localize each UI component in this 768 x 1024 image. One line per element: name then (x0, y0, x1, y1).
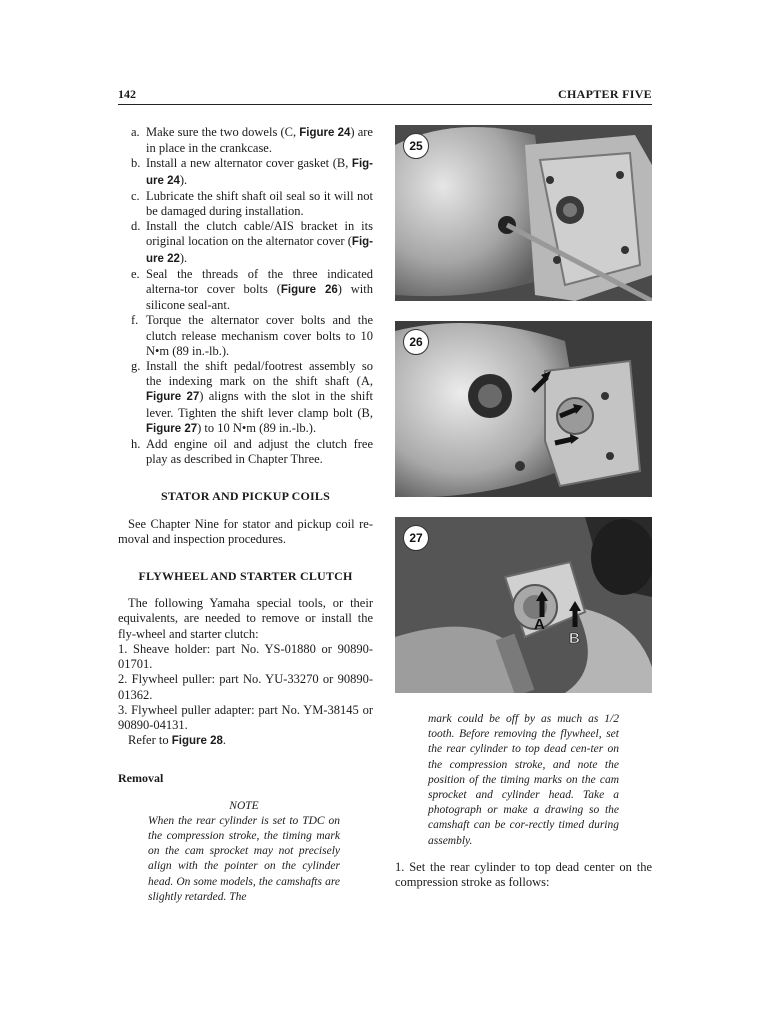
figure-reference: Figure 27 (146, 391, 200, 404)
step-letter: h. (131, 437, 141, 452)
removal-step-1: 1. Set the rear cylinder to top dead center on the compression stroke as follows: (395, 860, 652, 890)
callout-b: B (569, 630, 580, 647)
note-title: NOTE (229, 799, 259, 812)
step-letter: b. (131, 156, 141, 171)
step-text: Add engine oil and adjust the clutch free play as described in Chapter Three. (146, 437, 373, 467)
step-text: ) with silicone seal-ant. (146, 282, 373, 313)
left-column (118, 125, 373, 905)
section-heading-flywheel: FLYWHEEL AND STARTER CLUTCH (138, 569, 353, 584)
chapter-title: CHAPTER FIVE (558, 87, 652, 101)
step-text: Seal the threads of the three indicated alterna-tor cover bolts ( (146, 266, 373, 297)
figure-number-badge: 25 (403, 133, 429, 159)
step-text: Torque the alternator cover bolts and the clutch release mechanism cover bolts to 10 N•m (89 in.-lb.). (146, 313, 373, 358)
installation-step (118, 156, 373, 188)
step-text: Install the clutch cable/AIS bracket in its original location on the alternator cover ( (146, 219, 373, 249)
step-text: Install a new alternator cover gasket (B, (146, 156, 352, 171)
step-letter: a. (131, 125, 140, 139)
installation-step (118, 313, 373, 359)
header-rule (118, 104, 652, 105)
figure-reference: Figure 27 (146, 422, 198, 435)
installation-step (118, 219, 373, 267)
figure-number-badge: 27 (403, 525, 429, 551)
running-header (118, 87, 652, 103)
figure-number-badge: 26 (403, 329, 429, 355)
figure-26-photo (395, 321, 652, 497)
page-number: 142 (118, 87, 136, 101)
refer-line: Refer to Figure 28. (128, 733, 226, 748)
tool-item: 1. Sheave holder: part No. YS-01880 or 90890-01701. (118, 641, 373, 672)
installation-step (118, 359, 373, 437)
step-text: ) are in place in the crankcase. (146, 125, 373, 156)
callout-a: A (534, 616, 545, 633)
step-letter: c. (131, 188, 140, 203)
figure-reference: Fig-ure 22 (146, 236, 373, 265)
tool-item: 2. Flywheel puller: part No. YU-33270 or 90890-01362. (118, 672, 373, 702)
figure-27-photo (395, 517, 652, 693)
step-letter: g. (131, 359, 141, 374)
step-text: Lubricate the shift shaft oil seal so it will not be damaged during installation. (146, 188, 373, 219)
step-text: ). (179, 172, 188, 187)
note-continuation: mark could be off by as much as 1/2 tooth. Before removing the flywheel, set the rear cylinder to top dead cen-ter on the compression stroke, and note the position of the timing marks on the cam sprocket and cylinder head. Take a photograph or make a drawing so the camshaft can be cor-rectly timed during assembly. (428, 713, 619, 847)
flywheel-intro: The following Yamaha special tools, or their equivalents, are needed to remove or install the fly-wheel and starter clutch: (118, 596, 373, 641)
step-text: Install the shift pedal/footrest assembly so the indexing mark on the shift shaft (A, (146, 359, 373, 389)
removal-heading: Removal (118, 771, 164, 786)
figure-reference: Figure 24 (299, 127, 351, 139)
installation-steps (118, 125, 373, 467)
note-box (148, 799, 340, 905)
installation-step (118, 437, 373, 467)
figure-reference: Figure 26 (280, 284, 338, 297)
step-text: ) to 10 N•m (89 in.-lb.). (197, 420, 317, 435)
step-text: Make sure the two dowels (C, (146, 125, 300, 139)
figure-25-photo (395, 125, 652, 301)
step-text: ) aligns with the slot in the shift lever. Tighten the shift lever clamp bolt (B, (146, 389, 373, 420)
step-text: ). (179, 250, 188, 265)
figure-reference: Fig-ure 24 (146, 158, 373, 187)
installation-step (118, 267, 373, 314)
tool-item: 3. Flywheel puller adapter: part No. YM-38145 or 90890-04131. (118, 702, 373, 732)
step-letter: d. (131, 219, 141, 234)
note-text: When the rear cylinder is set to TDC on the compression stroke, the timing mark on the cam sprocket may not precisely align with the pointer on the cylinder head. On some models, the camshafts are slightly retarded. The (148, 814, 340, 903)
installation-step (118, 189, 373, 219)
step-letter: e. (131, 266, 140, 281)
stator-paragraph: See Chapter Nine for stator and pickup coil re-moval and inspection procedures. (118, 516, 373, 546)
section-heading-stator: STATOR AND PICKUP COILS (161, 489, 330, 504)
step-letter: f. (131, 313, 139, 328)
installation-step (118, 125, 373, 156)
